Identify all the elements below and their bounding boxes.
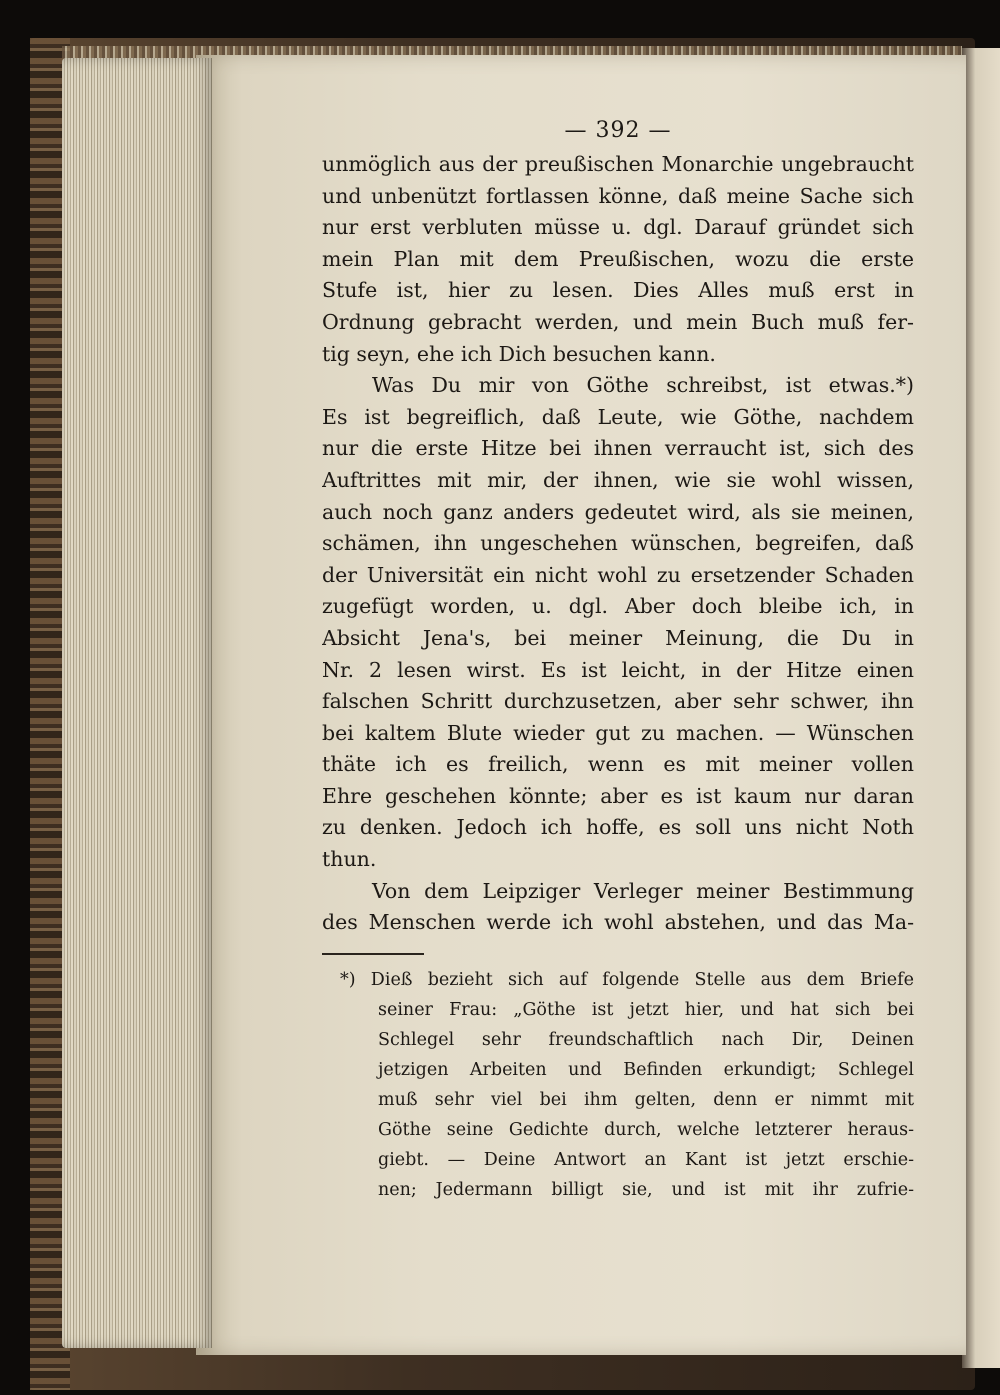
body-line: Auftrittes mit mir, der ihnen, wie sie wohl wissen, bbox=[322, 467, 914, 492]
body-line: tig seyn, ehe ich Dich besuchen kann. bbox=[322, 341, 716, 366]
facing-page-edge bbox=[962, 48, 1000, 1368]
body-line: zugefügt worden, u. dgl. Aber doch bleibe ich, in bbox=[322, 594, 914, 619]
body-line: nur die erste Hitze bei ihnen verraucht ist, sich des bbox=[322, 436, 914, 461]
body-line: des Menschen werde ich wohl abstehen, und das Ma- bbox=[322, 910, 914, 935]
footnote-line: Göthe seine Gedichte durch, welche letzterer heraus- bbox=[378, 1119, 914, 1140]
body-line: nur erst verbluten müsse u. dgl. Darauf gründet sich bbox=[322, 215, 914, 240]
footnote-line: *) Dieß bezieht sich auf folgende Stelle aus dem Briefe bbox=[340, 969, 914, 990]
body-line: mein Plan mit dem Preußischen, wozu die erste bbox=[322, 246, 914, 271]
body-line: Ehre geschehen könnte; aber es ist kaum nur daran bbox=[322, 783, 914, 808]
body-line: thun. bbox=[322, 847, 377, 872]
body-line: der Universität ein nicht wohl zu ersetzender Schaden bbox=[322, 562, 914, 587]
body-line: falschen Schritt durchzusetzen, aber sehr schwer, ihn bbox=[322, 689, 914, 714]
body-line: unmöglich aus der preußischen Monarchie ungebraucht bbox=[322, 152, 914, 176]
footnote-line: seiner Frau: „Göthe ist jetzt hier, und hat sich bei bbox=[378, 999, 914, 1020]
footnote-line: giebt. — Deine Antwort an Kant ist jetzt erschie- bbox=[378, 1149, 914, 1170]
body-line: schämen, ihn ungeschehen wünschen, begreifen, daß bbox=[322, 531, 914, 556]
body-line: Ordnung gebracht werden, und mein Buch muß fer- bbox=[322, 309, 914, 334]
page-text bbox=[322, 118, 914, 1205]
footnote-line: jetzigen Arbeiten und Befinden erkundigt; Schlegel bbox=[378, 1059, 914, 1080]
body-line: Von dem Leipziger Verleger meiner Bestimmung bbox=[372, 878, 914, 903]
footnote-line: muß sehr viel bei ihm gelten, denn er nimmt mit bbox=[378, 1089, 914, 1110]
body-line: auch noch ganz anders gedeutet wird, als sie meinen, bbox=[322, 499, 914, 524]
footnote bbox=[322, 965, 914, 1205]
body-line: Es ist begreiflich, daß Leute, wie Göthe, nachdem bbox=[322, 404, 914, 429]
footnote-line: Schlegel sehr freundschaftlich nach Dir, Deinen bbox=[378, 1029, 914, 1050]
page-number: — 392 — bbox=[564, 118, 672, 143]
body-line: Absicht Jena's, bei meiner Meinung, die Du in bbox=[322, 625, 914, 650]
body-line: bei kaltem Blute wieder gut zu machen. — Wünschen bbox=[322, 720, 914, 745]
body-text bbox=[322, 149, 914, 939]
body-line: zu denken. Jedoch ich hoffe, es soll uns nicht Noth bbox=[322, 815, 914, 840]
footnote-line: nen; Jedermann billigt sie, und ist mit ihr zufrie- bbox=[378, 1179, 914, 1200]
body-line: Nr. 2 lesen wirst. Es ist leicht, in der Hitze einen bbox=[322, 657, 914, 682]
body-line: thäte ich es freilich, wenn es mit meiner vollen bbox=[322, 752, 914, 777]
page-block-fore-edge bbox=[62, 58, 212, 1348]
body-line: und unbenützt fortlassen könne, daß meine Sache sich bbox=[322, 183, 914, 208]
body-line: Stufe ist, hier zu lesen. Dies Alles muß erst in bbox=[322, 278, 914, 303]
footnote-rule bbox=[322, 953, 424, 955]
body-line: Was Du mir von Göthe schreibst, ist etwas.*) bbox=[372, 373, 914, 398]
